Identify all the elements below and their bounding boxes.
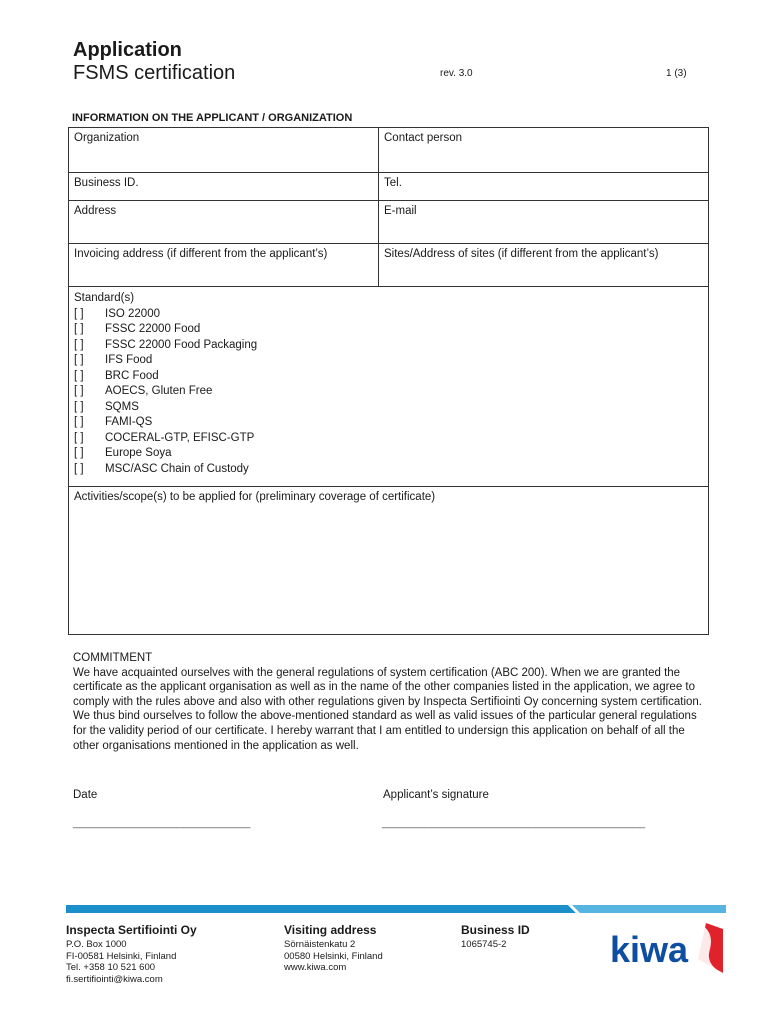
standards-list: [74, 307, 703, 478]
applicant-form: [68, 127, 709, 635]
footer-company: [66, 922, 197, 985]
standards-field: [69, 287, 708, 486]
standard-option[interactable]: [74, 322, 703, 338]
standard-option[interactable]: [74, 431, 703, 447]
standard-checkbox[interactable]: [ ]: [74, 338, 84, 351]
standard-option[interactable]: [74, 384, 703, 400]
page-number: 1 (3): [666, 68, 687, 79]
standard-option[interactable]: [74, 307, 703, 323]
footer-visiting-line: 00580 Helsinki, Finland: [284, 950, 383, 962]
invoicing-address-field[interactable]: Invoicing address (if different from the applicant’s): [69, 244, 379, 286]
standard-option[interactable]: [74, 446, 703, 462]
footer-website-link[interactable]: www.kiwa.com: [284, 962, 347, 973]
standards-title: Standard(s): [74, 292, 135, 304]
date-label: Date: [73, 789, 98, 801]
standard-option[interactable]: [74, 369, 703, 385]
standard-checkbox[interactable]: [ ]: [74, 462, 84, 475]
revision-label: rev. 3.0: [440, 68, 473, 79]
footer-business: [461, 922, 530, 951]
page-subtitle: FSMS certification: [73, 62, 236, 84]
standard-label: SQMS: [105, 400, 139, 413]
standard-checkbox[interactable]: [ ]: [74, 385, 84, 397]
signature-label: Applicant’s signature: [383, 789, 489, 801]
standard-checkbox[interactable]: [ ]: [74, 354, 84, 366]
kiwa-logo: [606, 915, 726, 985]
standard-label: FSSC 22000 Food Packaging: [105, 338, 258, 351]
standard-label: MSC/ASC Chain of Custody: [105, 462, 249, 475]
footer-bar-blue: [66, 905, 576, 913]
standard-checkbox[interactable]: [ ]: [74, 431, 84, 444]
standard-label: BRC Food: [105, 369, 159, 382]
footer-visiting-title: Visiting address: [284, 923, 377, 937]
commitment-title: COMMITMENT: [73, 652, 153, 664]
footer-company-line: P.O. Box 1000: [66, 939, 127, 950]
footer-bar-light-blue: [572, 905, 726, 913]
standard-label: ISO 22000: [105, 307, 160, 320]
standard-label: FSSC 22000 Food: [105, 323, 201, 335]
commitment-paragraph-1: We have acquainted ourselves with the general regulations of system certification (ABC 200). When we are granted the certificate as the applicant organisation as well as in the name of the other companies listed in the application, we agree to comply with the rules above and also with other regulations given by Inspecta Sertifiointi Oy concerning system certification.: [73, 666, 702, 708]
standard-checkbox[interactable]: [ ]: [74, 323, 84, 335]
standard-label: AOECS, Gluten Free: [105, 385, 213, 397]
footer-business-title: Business ID: [461, 923, 530, 937]
address-field[interactable]: Address: [69, 201, 379, 243]
form-row-address: [69, 201, 708, 244]
activities-field[interactable]: Activities/scope(s) to be applied for (preliminary coverage of certificate): [74, 491, 436, 503]
kiwa-logo-text: kiwa: [610, 929, 689, 970]
footer-company-title: Inspecta Sertifiointi Oy: [66, 923, 197, 937]
form-row-organization: [69, 128, 708, 173]
commitment-section: [73, 651, 703, 753]
standard-option[interactable]: [74, 400, 703, 416]
standard-label: Europe Soya: [105, 447, 172, 459]
standard-checkbox[interactable]: [ ]: [74, 369, 84, 382]
standard-label: COCERAL-GTP, EFISC-GTP: [105, 431, 255, 444]
standard-label: FAMI-QS: [105, 416, 153, 428]
email-field[interactable]: E-mail: [384, 205, 417, 217]
standard-option[interactable]: [74, 353, 703, 369]
page-title: Application: [73, 39, 182, 61]
standard-option[interactable]: [74, 462, 703, 478]
footer-company-line: FI-00581 Helsinki, Finland: [66, 950, 177, 962]
organization-field[interactable]: Organization: [69, 128, 379, 172]
standard-option[interactable]: [74, 338, 703, 354]
signature-input-line[interactable]: ___________________________________________: [382, 817, 646, 829]
sites-address-field[interactable]: Sites/Address of sites (if different from the applicant’s): [384, 248, 659, 260]
standard-label: IFS Food: [105, 354, 153, 366]
section-heading: INFORMATION ON THE APPLICANT / ORGANIZATION: [72, 112, 353, 124]
standard-checkbox[interactable]: [ ]: [74, 447, 84, 459]
footer-visiting-line: Sörnäistenkatu 2: [284, 939, 356, 950]
tel-field[interactable]: Tel.: [384, 177, 402, 189]
footer-visiting: [284, 922, 383, 974]
date-input-line[interactable]: _____________________________: [73, 817, 251, 829]
footer-company-line: Tel. +358 10 521 600: [66, 962, 156, 973]
form-row-activities: [69, 487, 708, 634]
business-id-field[interactable]: Business ID.: [69, 173, 379, 200]
form-row-business-id: [69, 173, 708, 201]
standard-checkbox[interactable]: [ ]: [74, 400, 84, 413]
footer-business-id: 1065745-2: [461, 939, 507, 950]
form-row-invoicing: [69, 244, 708, 287]
form-row-standards: [69, 287, 708, 487]
contact-person-field[interactable]: Contact person: [384, 132, 462, 144]
standard-option[interactable]: [74, 415, 703, 431]
kiwa-logo-icon: [606, 915, 726, 985]
footer-company-email[interactable]: fi.sertifiointi@kiwa.com: [66, 973, 163, 985]
standard-checkbox[interactable]: [ ]: [74, 416, 84, 428]
standard-checkbox[interactable]: [ ]: [74, 307, 84, 320]
commitment-paragraph-2: We thus bind ourselves to follow the above-mentioned standard as well as valid issues of the particular general regulations for the validity period of our certificate. I hereby warrant that I am entitled to undersign this application on behalf of all the other organisations mentioned in the application as well.: [73, 710, 697, 752]
